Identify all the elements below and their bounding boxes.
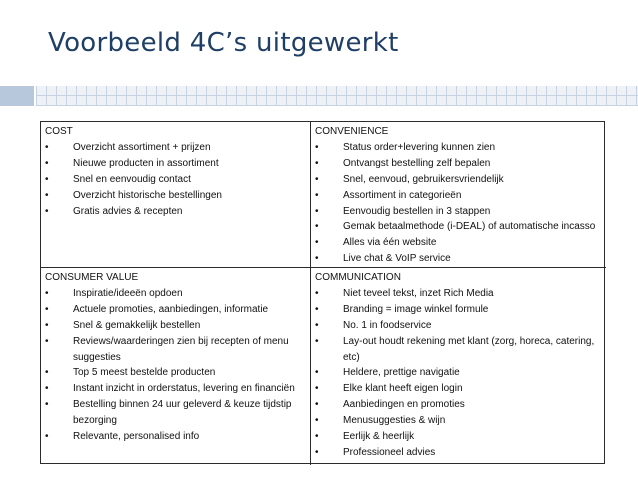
- list-item-text: No. 1 in foodservice: [343, 319, 432, 331]
- list-item: [315, 235, 600, 251]
- bullet-icon: •: [315, 287, 319, 299]
- bullet-icon: •: [45, 383, 49, 395]
- cost-list: [45, 140, 304, 220]
- bullet-icon: •: [45, 303, 49, 315]
- bullet-icon: •: [45, 367, 49, 379]
- bullet-icon: •: [45, 431, 49, 443]
- bullet-icon: •: [45, 189, 49, 201]
- list-item-text: Inspiratie/ideeën opdoen: [73, 287, 183, 299]
- communication-list: [315, 286, 600, 461]
- list-item-text: Bestelling binnen 24 uur geleverd & keuze tijdstip bezorging: [73, 399, 292, 427]
- list-item-text: Actuele promoties, aanbiedingen, informatie: [73, 303, 269, 315]
- list-item-text: Elke klant heeft eigen login: [343, 383, 463, 395]
- bullet-icon: •: [45, 205, 49, 217]
- list-item: [45, 302, 304, 318]
- bullet-icon: •: [45, 399, 49, 411]
- list-item: [315, 429, 600, 445]
- list-item-text: Reviews/waarderingen zien bij recepten of menu suggesties: [73, 335, 289, 363]
- bullet-icon: •: [315, 446, 319, 458]
- cell-heading-convenience: CONVENIENCE: [315, 126, 389, 137]
- list-item-text: Heldere, prettige navigatie: [343, 367, 460, 379]
- list-item-text: Nieuwe producten in assortiment: [73, 157, 219, 169]
- list-item: [315, 286, 600, 302]
- bullet-icon: •: [45, 319, 49, 331]
- list-item: [315, 381, 600, 397]
- list-item: [315, 302, 600, 318]
- band-grid-pattern: [36, 86, 638, 106]
- list-item: [315, 365, 600, 381]
- cell-communication: [311, 268, 606, 465]
- list-item: [45, 156, 304, 172]
- four-c-table: [40, 121, 605, 464]
- list-item-text: Top 5 meest bestelde producten: [73, 367, 216, 379]
- list-item-text: Live chat & VoIP service: [343, 253, 451, 265]
- list-item: [315, 140, 600, 156]
- list-item: [45, 140, 304, 156]
- bullet-icon: •: [315, 335, 319, 347]
- list-item: [45, 172, 304, 188]
- bullet-icon: •: [45, 287, 49, 299]
- list-item: [315, 251, 600, 267]
- bullet-icon: •: [45, 141, 49, 153]
- convenience-list: [315, 140, 600, 267]
- cell-heading-communication: COMMUNICATION: [315, 272, 401, 283]
- slide-title: Voorbeeld 4C’s uitgewerkt: [48, 28, 399, 58]
- list-item-text: Status order+levering kunnen zien: [343, 141, 496, 153]
- list-item: [45, 381, 304, 397]
- consumer-value-list: [45, 286, 304, 445]
- list-item: [315, 172, 600, 188]
- list-item: [45, 204, 304, 220]
- list-item-text: Ontvangst bestelling zelf bepalen: [343, 157, 491, 169]
- bullet-icon: •: [315, 205, 319, 217]
- list-item: [45, 365, 304, 381]
- list-item-text: Aanbiedingen en promoties: [343, 399, 465, 411]
- cell-cost: [41, 122, 311, 268]
- list-item: [45, 188, 304, 204]
- list-item: [315, 334, 600, 366]
- list-item: [315, 318, 600, 334]
- list-item-text: Snel en eenvoudig contact: [73, 173, 191, 185]
- bullet-icon: •: [45, 173, 49, 185]
- bullet-icon: •: [45, 335, 49, 347]
- cell-heading-consumer-value: CONSUMER VALUE: [45, 272, 139, 283]
- bullet-icon: •: [315, 221, 319, 233]
- list-item-text: Snel & gemakkelijk bestellen: [73, 319, 201, 331]
- list-item-text: Professioneel advies: [343, 446, 436, 458]
- list-item-text: Niet teveel tekst, inzet Rich Media: [343, 287, 494, 299]
- list-item-text: Eerlijk & heerlijk: [343, 431, 415, 443]
- bullet-icon: •: [315, 173, 319, 185]
- bullet-icon: •: [315, 399, 319, 411]
- list-item-text: Gratis advies & recepten: [73, 205, 183, 217]
- list-item: [45, 429, 304, 445]
- list-item-text: Overzicht assortiment + prijzen: [73, 141, 211, 153]
- band-left-block: [0, 86, 34, 106]
- bullet-icon: •: [315, 303, 319, 315]
- list-item: [315, 219, 600, 235]
- list-item: [45, 318, 304, 334]
- list-item: [315, 397, 600, 413]
- bullet-icon: •: [315, 415, 319, 427]
- bullet-icon: •: [315, 157, 319, 169]
- list-item-text: Menusuggesties & wijn: [343, 415, 446, 427]
- bullet-icon: •: [315, 383, 319, 395]
- list-item: [315, 204, 600, 220]
- bullet-icon: •: [315, 141, 319, 153]
- list-item: [315, 188, 600, 204]
- list-item-text: Branding = image winkel formule: [343, 303, 489, 315]
- list-item-text: Instant inzicht in orderstatus, levering en financiën: [73, 383, 295, 395]
- list-item-text: Assortiment in categorieën: [343, 189, 462, 201]
- list-item-text: Lay-out houdt rekening met klant (zorg, horeca, catering, etc): [343, 335, 595, 363]
- cell-consumer-value: [41, 268, 311, 465]
- bullet-icon: •: [315, 319, 319, 331]
- bullet-icon: •: [315, 237, 319, 249]
- bullet-icon: •: [315, 189, 319, 201]
- bullet-icon: •: [315, 431, 319, 443]
- list-item-text: Eenvoudig bestellen in 3 stappen: [343, 205, 491, 217]
- bullet-icon: •: [315, 367, 319, 379]
- bullet-icon: •: [315, 253, 319, 265]
- list-item-text: Gemak betaalmethode (i-DEAL) of automatische incasso: [343, 221, 596, 233]
- list-item: [315, 156, 600, 172]
- list-item-text: Alles via één website: [343, 237, 437, 249]
- list-item-text: Overzicht historische bestellingen: [73, 189, 222, 201]
- bullet-icon: •: [45, 157, 49, 169]
- list-item: [45, 397, 304, 429]
- list-item-text: Snel, eenvoud, gebruikersvriendelijk: [343, 173, 504, 185]
- title-decoration-band: [0, 86, 638, 106]
- cell-heading-cost: COST: [45, 126, 73, 137]
- list-item: [315, 413, 600, 429]
- cell-convenience: [311, 122, 606, 268]
- list-item: [45, 334, 304, 366]
- list-item: [45, 286, 304, 302]
- list-item: [315, 445, 600, 461]
- list-item-text: Relevante, personalised info: [73, 431, 200, 443]
